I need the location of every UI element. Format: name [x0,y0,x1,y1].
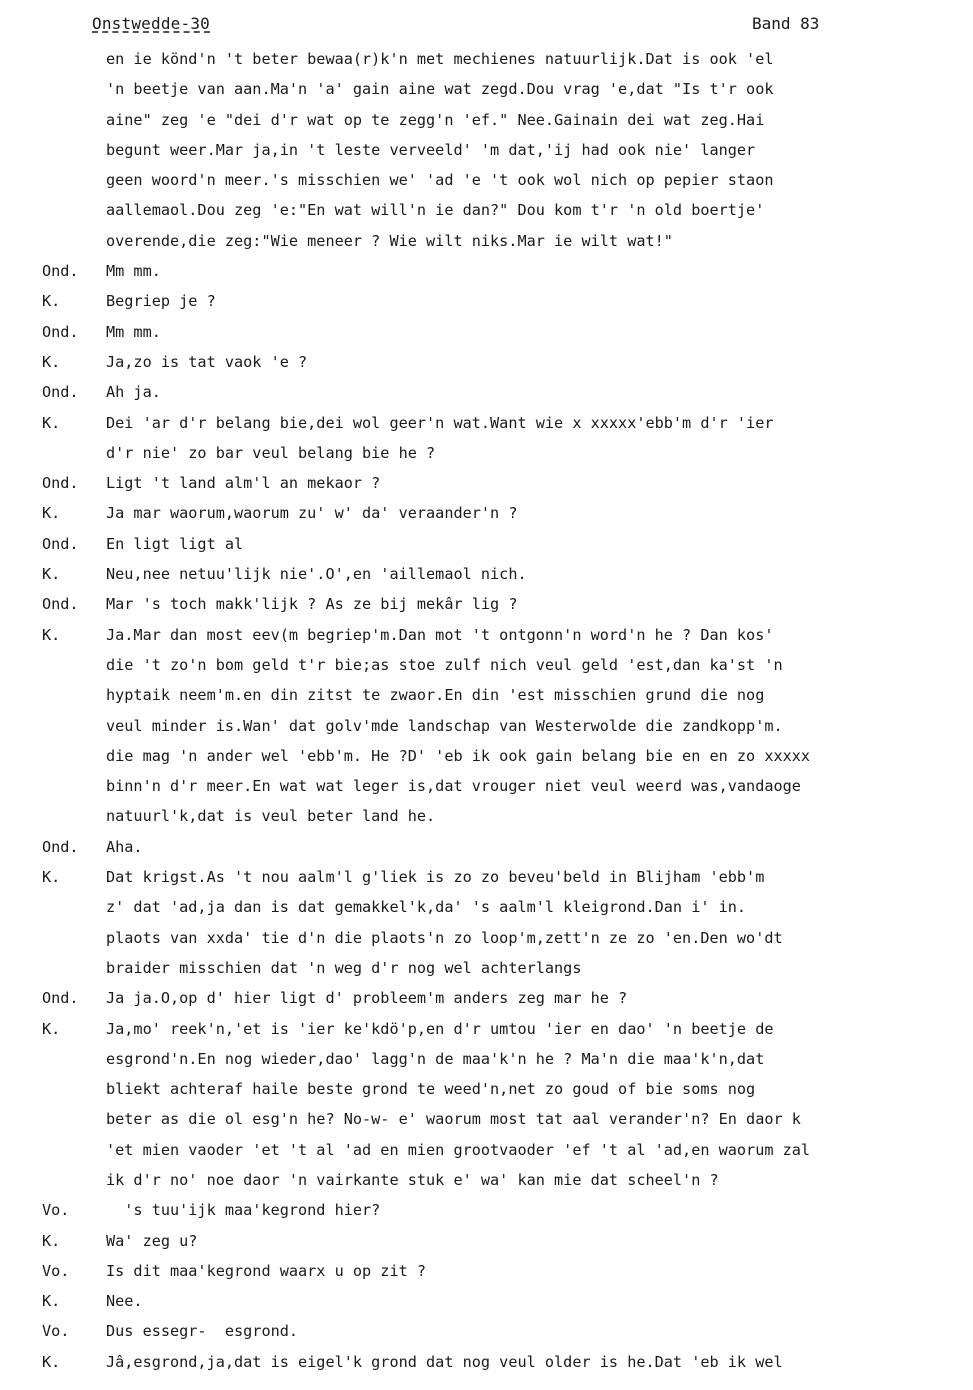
transcript-line [0,620,973,650]
line-text: 's tuu'ijk maa'kegrond hier? [106,1201,381,1220]
line-text: aine" zeg 'e "dei d'r wat op te zegg'n 'ef." Nee.Gainain dei wat zeg.Hai [106,110,765,129]
speaker-label: K. [42,625,61,644]
speaker-label: K. [42,504,61,523]
transcript-line [0,317,973,347]
speaker-label: Ond. [42,262,79,281]
page-title: Onstwedde-30 [92,14,210,33]
transcript-line [0,529,973,559]
transcript-line [0,862,973,892]
speaker-label: K. [42,292,61,311]
line-text: hyptaik neem'm.en din zitst te zwaor.En din 'est misschien grund die nog [106,686,765,705]
line-text: Is dit maa'kegrond waarx u op zit ? [106,1261,427,1280]
line-text: plaots van xxda' tie d'n die plaots'n zo loop'm,zett'n ze zo 'en.Den wo'dt [106,928,783,947]
transcript-line [0,438,973,468]
speaker-label: K. [42,565,61,584]
transcript-line [0,1286,973,1316]
line-text: Ja mar waorum,waorum zu' w' da' veraander'n ? [106,504,518,523]
speaker-label: Vo. [42,1261,70,1280]
transcript-line [0,377,973,407]
line-text: Dus essegr- esgrond. [106,1322,299,1341]
band-number: Band 83 [752,14,820,33]
transcript-line [0,650,973,680]
transcript-line [0,953,973,983]
line-text: Begriep je ? [106,292,216,311]
transcript-line [0,1135,973,1165]
speaker-label: Ond. [42,989,79,1008]
transcript-line [0,801,973,831]
transcript-line [0,226,973,256]
line-text: Jâ,esgrond,ja,dat is eigel'k grond dat nog veul older is he.Dat 'eb ik wel [106,1352,783,1371]
line-text: die 't zo'n bom geld t'r bie;as stoe zulf nich veul geld 'est,dan ka'st 'n [106,655,783,674]
transcript-line [0,74,973,104]
line-text: Ja,mo' reek'n,'et is 'ier ke'kdö'p,en d'r umtou 'ier en dao' 'n beetje de [106,1019,774,1038]
transcript-line [0,286,973,316]
transcript-line [0,983,973,1013]
line-text: Mm mm. [106,262,161,281]
line-text: veul minder is.Wan' dat golv'mde landschap van Westerwolde die zandkopp'm. [106,716,783,735]
transcript-line [0,135,973,165]
transcript-line [0,892,973,922]
line-text: 'n beetje van aan.Ma'n 'a' gain aine wat zegd.Dou vrag 'e,dat "Is t'r ook [106,80,774,99]
speaker-label: K. [42,1352,61,1371]
speaker-label: K. [42,352,61,371]
transcript-line [0,832,973,862]
line-text: ik d'r no' noe daor 'n vairkante stuk e' wa' kan mie dat scheel'n ? [106,1170,719,1189]
transcript-line [0,1165,973,1195]
line-text: Ja ja.O,op d' hier ligt d' probleem'm anders zeg mar he ? [106,989,628,1008]
transcript-line [0,1256,973,1286]
line-text: braider misschien dat 'n weg d'r nog wel achterlangs [106,958,582,977]
speaker-label: K. [42,1292,61,1311]
transcript-line [0,1347,973,1377]
speaker-label: K. [42,1019,61,1038]
line-text: binn'n d'r meer.En wat wat leger is,dat vrouger niet veul weerd was,vandaoge [106,777,801,796]
line-text: natuurl'k,dat is veul beter land he. [106,807,436,826]
speaker-label: Ond. [42,322,79,341]
line-text: bliekt achteraf haile beste grond te weed'n,net zo goud of bie soms nog [106,1080,756,1099]
transcript-line [0,1226,973,1256]
line-text: overende,die zeg:"Wie meneer ? Wie wilt niks.Mar ie wilt wat!" [106,231,673,250]
transcript-line [0,771,973,801]
transcript-line [0,589,973,619]
speaker-label: Vo. [42,1201,70,1220]
line-text: 'et mien vaoder 'et 't al 'ad en mien grootvaoder 'ef 't al 'ad,en waorum zal [106,1140,811,1159]
transcript-line [0,1316,973,1346]
line-text: Dat krigst.As 't nou aalm'l g'liek is zo zo beveu'beld in Blijham 'ebb'm [106,868,765,887]
line-text: esgrond'n.En nog wieder,dao' lagg'n de maa'k'n he ? Ma'n die maa'k'n,dat [106,1049,765,1068]
line-text: die mag 'n ander wel 'ebb'm. He ?D' 'eb ik ook gain belang bie en en zo xxxxx [106,746,811,765]
speaker-label: Ond. [42,595,79,614]
line-text: geen woord'n meer.'s misschien we' 'ad 'e 't ook wol nich op pepier staon [106,171,774,190]
line-text: Nee. [106,1292,143,1311]
transcript-line [0,1195,973,1225]
speaker-label: K. [42,1231,61,1250]
line-text: Mm mm. [106,322,161,341]
transcript-line [0,347,973,377]
speaker-label: Ond. [42,837,79,856]
transcript-body [0,44,973,1377]
transcript-line [0,256,973,286]
transcript-line [0,195,973,225]
line-text: Mar 's toch makk'lijk ? As ze bij mekâr lig ? [106,595,518,614]
transcript-line [0,559,973,589]
line-text: Wa' zeg u? [106,1231,198,1250]
line-text: beter as die ol esg'n he? No-w- e' waorum most tat aal verander'n? En daor k [106,1110,801,1129]
line-text: Ah ja. [106,383,161,402]
transcript-line [0,165,973,195]
transcript-line [0,1104,973,1134]
transcript-line [0,680,973,710]
speaker-label: Vo. [42,1322,70,1341]
speaker-label: Ond. [42,534,79,553]
speaker-label: Ond. [42,474,79,493]
transcript-line [0,44,973,74]
line-text: Ligt 't land alm'l an mekaor ? [106,474,381,493]
line-text: Aha. [106,837,143,856]
line-text: Neu,nee netuu'lijk nie'.O',en 'aillemaol nich. [106,565,527,584]
transcript-line [0,105,973,135]
transcript-line [0,1074,973,1104]
transcript-line [0,498,973,528]
transcript-line [0,923,973,953]
line-text: En ligt ligt al [106,534,244,553]
transcript-line [0,711,973,741]
transcript-line [0,1014,973,1044]
line-text: aallemaol.Dou zeg 'e:"En wat will'n ie dan?" Dou kom t'r 'n old boertje' [106,201,765,220]
speaker-label: K. [42,868,61,887]
line-text: z' dat 'ad,ja dan is dat gemakkel'k,da' 's aalm'l kleigrond.Dan i' in. [106,898,747,917]
transcript-line [0,468,973,498]
line-text: en ie könd'n 't beter bewaa(r)k'n met mechienes natuurlijk.Dat is ook 'el [106,50,774,68]
line-text: d'r nie' zo bar veul belang bie he ? [106,443,436,462]
speaker-label: Ond. [42,383,79,402]
transcript-line [0,1044,973,1074]
transcript-line [0,408,973,438]
speaker-label: K. [42,413,61,432]
line-text: Dei 'ar d'r belang bie,dei wol geer'n wat.Want wie x xxxxx'ebb'm d'r 'ier [106,413,774,432]
line-text: Ja,zo is tat vaok 'e ? [106,352,308,371]
line-text: begunt weer.Mar ja,in 't leste verveeld' 'm dat,'ij had ook nie' langer [106,140,756,159]
line-text: Ja.Mar dan most eev(m begriep'm.Dan mot 't ontgonn'n word'n he ? Dan kos' [106,625,774,644]
transcript-line [0,741,973,771]
